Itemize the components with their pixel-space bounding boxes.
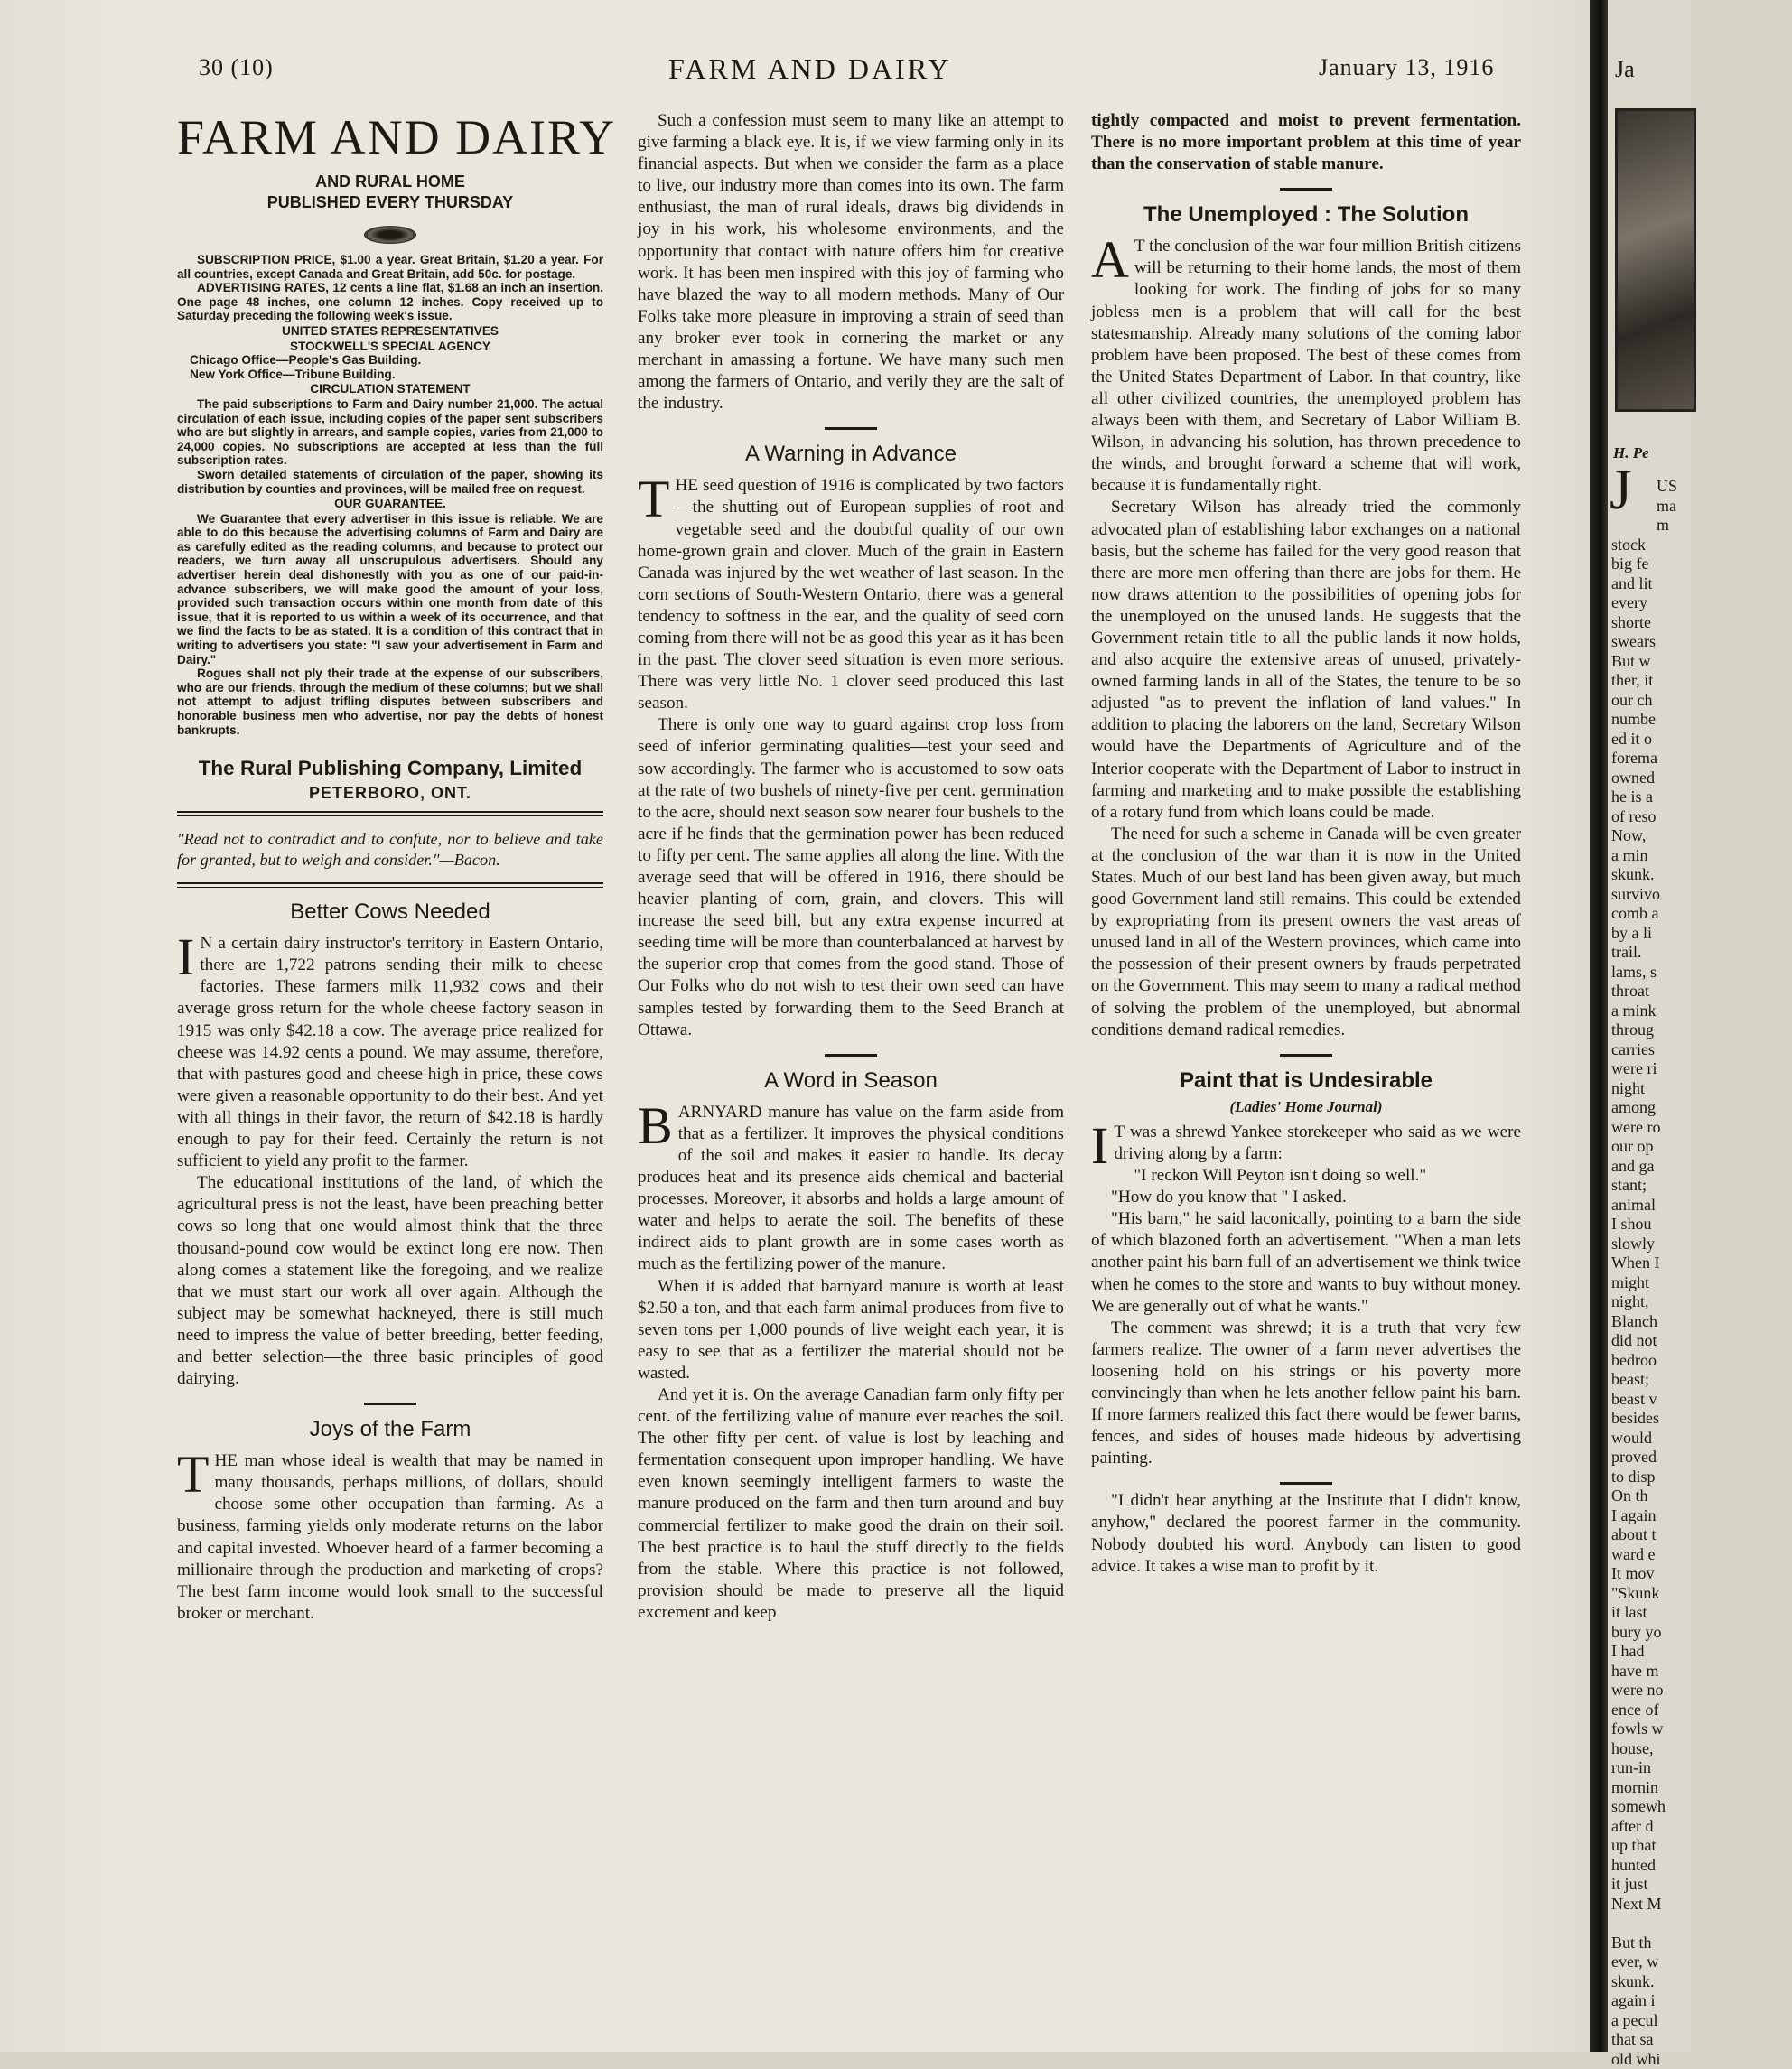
column-1: [177, 110, 603, 1625]
text-fragment: again i: [1611, 1991, 1792, 2011]
motto: "Read not to contradict and to confute, nor to believe and take for granted, but to weigh and consider."—Bacon.: [177, 824, 603, 875]
page-gutter: [1590, 0, 1608, 2052]
adjacent-page-caption: H. Pe: [1613, 444, 1649, 462]
article-title: Better Cows Needed: [177, 899, 603, 926]
article-title: Paint that is Undesirable: [1091, 1067, 1521, 1095]
adjacent-page-text: [1611, 477, 1792, 2069]
drop-cap: T: [638, 479, 669, 520]
divider: [177, 811, 603, 816]
text-fragment: fowls w: [1611, 1720, 1792, 1739]
text-fragment: besides: [1611, 1409, 1792, 1429]
publisher-name: The Rural Publishing Company, Limited: [177, 755, 603, 782]
representatives-heading: UNITED STATES REPRESENTATIVES: [177, 324, 603, 339]
article-source: (Ladies' Home Journal): [1091, 1096, 1521, 1118]
rogues-text: Rogues shall not ply their trade at the expense of our subscribers, who are our friends, through the medium of these columns; but we shall not attempt to adjust trifling disputes between subscribers and honorable business men who advertise, nor pay the debts of honest bankrupts.: [177, 666, 603, 737]
masthead-subtitle: AND RURAL HOME: [177, 172, 603, 192]
divider: [177, 882, 603, 888]
text-fragment: slowly: [1611, 1235, 1792, 1254]
text-fragment: ma: [1611, 497, 1792, 517]
text-fragment: about t: [1611, 1525, 1792, 1545]
drop-cap: T: [177, 1454, 209, 1496]
text-fragment: did not: [1611, 1331, 1792, 1351]
text-fragment: When I: [1611, 1254, 1792, 1273]
article-title: A Warning in Advance: [638, 441, 1064, 468]
text-fragment: it just: [1611, 1875, 1792, 1895]
article-paragraph: THE man whose ideal is wealth that may be named in many thousands, perhaps millions, of dollars, should choose some other occupation than farming. As a business, farming yields only moderate returns on the labor and capital invested. Whoever heard of a farmer becoming a millionaire through the production and marketing of crops? The best farm income would look small to the successful broker or merchant.: [177, 1450, 603, 1625]
text-fragment: have m: [1611, 1662, 1792, 1682]
article-paragraph: tightly compacted and moist to prevent fermentation. There is no more important problem at this time of year than the conservation of stable manure.: [1091, 110, 1521, 175]
text-fragment: were ro: [1611, 1118, 1792, 1138]
text-fragment: night,: [1611, 1292, 1792, 1312]
text-fragment: Next M: [1611, 1895, 1792, 1915]
agency-name: STOCKWELL'S SPECIAL AGENCY: [177, 340, 603, 354]
text-fragment: ever, w: [1611, 1953, 1792, 1972]
text-fragment: beast;: [1611, 1370, 1792, 1390]
text-fragment: stant;: [1611, 1176, 1792, 1196]
text-fragment: every: [1611, 593, 1792, 613]
drop-cap: A: [1091, 239, 1129, 281]
adjacent-page-edge: [1608, 0, 1691, 2052]
text-fragment: "Skunk: [1611, 1584, 1792, 1604]
text-fragment: and lit: [1611, 574, 1792, 594]
sworn-statement: Sworn detailed statements of circulation of the paper, showing its distribution by counties and provinces, will be mailed free on request.: [177, 468, 603, 496]
adjacent-page-header: Ja: [1615, 56, 1635, 83]
article-paragraph: I N a certain dairy instructor's territory in Eastern Ontario, there are 1,722 patrons sending their milk to cheese factories. These farmers milk 11,932 cows and their average gross return for the whole cheese factory season in 1915 was only $42.18 a cow. The average price realized for cheese was 14.92 cents a pound. We may assume, therefore, that with pastures good and cheese high in price, these cows were given a reasonable opportunity to do their best. And yet with all things in their favor, the return of $42.18 is hardly enough to pay for their feed. Certainly the return is not sufficient to yield any profit to the farmer.: [177, 933, 603, 1172]
article-paragraph: BARNYARD manure has value on the farm aside from that as a fertilizer. It improves the physical conditions of the soil and makes it easier to handle. Its decay produces heat and its presence aids chemical and bacterial processes. Moreover, it absorbs and holds a large amount of water and helps to aerate the soil. The benefits of these indirect aids to plant growth are in some cases worth as much as the fertilizing power of the manure.: [638, 1102, 1064, 1276]
article-title: A Word in Season: [638, 1067, 1064, 1095]
article-paragraph: "How do you know that " I asked.: [1091, 1187, 1521, 1208]
text-fragment: carries: [1611, 1040, 1792, 1060]
text-fragment: beast v: [1611, 1390, 1792, 1410]
text-fragment: a mink: [1611, 1002, 1792, 1021]
text-fragment: bury yo: [1611, 1623, 1792, 1643]
text-fragment: and ga: [1611, 1157, 1792, 1177]
text-fragment: run-in: [1611, 1758, 1792, 1778]
circulation-text: The paid subscriptions to Farm and Dairy number 21,000. The actual circulation of each issue, including copies of the paper sent subscribers who are but slightly in arrears, and sample copies, varies from 21,000 to 24,000 copies. No subscriptions are accepted at less than the full subscription rates.: [177, 397, 603, 468]
text-fragment: skunk.: [1611, 865, 1792, 885]
article-paragraph: The comment was shrewd; it is a truth that very few farmers realize. The owner of a farm never advertises the loosening hold on his strings or his poverty more convincingly than when he lets another fellow paint his barn. If more farmers realized this fact there would be fewer barns, fences, and sides of houses made hideous by advertising painting.: [1091, 1318, 1521, 1470]
text-fragment: animal: [1611, 1196, 1792, 1216]
text-fragment: throug: [1611, 1021, 1792, 1040]
circulation-heading: CIRCULATION STATEMENT: [177, 382, 603, 396]
text-fragment: might: [1611, 1273, 1792, 1293]
article-paragraph: "His barn," he said laconically, pointing to a barn the side of which blazoned forth an advertisement. "When a man lets another paint his barn full of an advertisement we think twice when he comes to the store and wants to buy without money. We are generally out of what he wants.": [1091, 1208, 1521, 1317]
article-paragraph: I T was a shrewd Yankee storekeeper who said as we were driving along by a farm:: [1091, 1122, 1521, 1165]
text-fragment: of reso: [1611, 807, 1792, 827]
divider: [825, 427, 877, 430]
divider: [1280, 1054, 1332, 1057]
drop-cap: I: [1091, 1125, 1108, 1167]
column-2: [638, 110, 1064, 1624]
text-fragment: bedroo: [1611, 1351, 1792, 1371]
text-fragment: it last: [1611, 1603, 1792, 1623]
text-fragment: night: [1611, 1079, 1792, 1099]
article-title: The Unemployed : The Solution: [1091, 201, 1521, 228]
publisher-city: PETERBORO, ONT.: [177, 782, 603, 804]
text-fragment: I again: [1611, 1506, 1792, 1526]
text-fragment: ence of: [1611, 1701, 1792, 1720]
text-fragment: our ch: [1611, 691, 1792, 711]
advertising-rates: ADVERTISING RATES, 12 cents a line flat, $1.68 an inch an insertion. One page 48 inches, one column 12 inches. Copy received up to Saturday preceding the following week's issue.: [177, 281, 603, 323]
article-paragraph: "I reckon Will Peyton isn't doing so well.": [1091, 1165, 1521, 1187]
article-paragraph: THE seed question of 1916 is complicated by two factors—the shutting out of European supplies of root and vegetable seed and the doubtful quality of our own home-grown grain and clover. Much of the grain in Eastern Canada was injured by the wet weather of last season. In the corn sections of South-Western Ontario, there was a general tendency to softness in the ear, and the quality of seed corn coming from there will not be as good this year as it has been in the past. The clover seed situation is even more serious. There was very little No. 1 clover seed produced this last season.: [638, 475, 1064, 714]
text-fragment: skunk.: [1611, 1972, 1792, 1992]
article-paragraph: There is only one way to guard against crop loss from seed of inferior germinating qualities—test your seed and sow accordingly. The farmer who is accustomed to sow oats at the rate of two bushels of ninety-five per cent. germination to the acre, should next season sow nearer four bushels to the acre if he finds that the germination power has been reduced to fifty per cent. The same applies all along the line. With the average seed that will be offered in 1916, there should be heavier planting of corn, grain, and clovers. This will increase the seed bill, but any extra expense incurred at seeding time will be more than counterbalanced at harvest by the superior crop that comes from the good stand. Those of Our Folks who do not wish to test their own seed can have samples tested by forwarding them to the Seed Branch at Ottawa.: [638, 714, 1064, 1040]
page-number: 30 (10): [199, 54, 274, 81]
article-paragraph: The need for such a scheme in Canada will be even greater at the conclusion of the war than it is now in the United States. Much of our best land has been given away, but much good Government land still remains. This could be extended by expropriating from its present owners the vast areas of unused land in all of the Western provinces, which came into the possession of their present owners by frauds perpetrated on the Government. This may seem to many a radical method of solving the problem of the unemployed, but abnormal conditions demand radical remedies.: [1091, 824, 1521, 1041]
text-fragment: that sa: [1611, 2030, 1792, 2050]
text-fragment: hunted: [1611, 1856, 1792, 1876]
text-fragment: forema: [1611, 749, 1792, 769]
masthead-info: [177, 253, 603, 737]
article-paragraph: "I didn't hear anything at the Institute that I didn't know, anyhow," declared the poorest farmer in the community. Nobody doubted his word. Anybody can listen to good advice. It takes a wise man to profit by it.: [1091, 1490, 1521, 1577]
text-fragment: US: [1611, 477, 1792, 497]
text-fragment: throat: [1611, 982, 1792, 1002]
text-fragment: swears: [1611, 632, 1792, 652]
divider: [1280, 188, 1332, 191]
divider: [1280, 1482, 1332, 1485]
text-fragment: house,: [1611, 1739, 1792, 1759]
chicago-office: Chicago Office—People's Gas Building.: [177, 353, 603, 368]
article-paragraph: Such a confession must seem to many like an attempt to give farming a black eye. It is, if we view farming only in its financial aspects. But when we consider the farm as a place to live, our industry more than comes into its own. The farm enthusiast, the man of rural ideals, draws big dividends in joy in his work, his wholesome environments, and the opportunity that contact with nature offers him for creative work. It has been men inspired with this joy of farming who have blazed the way to all modern methods. Many of Our Folks take more pleasure in improving a strain of seed than any broker ever took in cornering the market or any merchant in amassing a fortune. We have many such men among the farmers of Ontario, and verily they are the salt of the industry.: [638, 110, 1064, 415]
text-fragment: On th: [1611, 1487, 1792, 1506]
text-fragment: a min: [1611, 846, 1792, 866]
guarantee-heading: OUR GUARANTEE.: [177, 497, 603, 511]
text-fragment: numbe: [1611, 710, 1792, 730]
text-fragment: But th: [1611, 1934, 1792, 1953]
text-fragment: big fe: [1611, 555, 1792, 574]
text-fragment: to disp: [1611, 1468, 1792, 1487]
divider: [364, 1403, 416, 1405]
text-fragment: comb a: [1611, 904, 1792, 924]
text-fragment: survivo: [1611, 885, 1792, 905]
newyork-office: New York Office—Tribune Building.: [177, 368, 603, 382]
text-fragment: he is a: [1611, 788, 1792, 807]
text-fragment: I had: [1611, 1642, 1792, 1662]
adjacent-page-photo: [1615, 108, 1696, 412]
divider: [825, 1054, 877, 1057]
text-fragment: mornin: [1611, 1778, 1792, 1798]
text-fragment: proved: [1611, 1448, 1792, 1468]
text-fragment: Blanch: [1611, 1312, 1792, 1332]
text-fragment: [1611, 1914, 1792, 1934]
text-fragment: somewh: [1611, 1797, 1792, 1817]
guarantee-text: We Guarantee that every advertiser in this issue is reliable. We are able to do this because the advertising columns of Farm and Dairy are as carefully edited as the reading columns, and because to protect our readers, we turn away all unscrupulous advertisers. Should any advertiser herein deal dishonestly with you as one of our paid-in-advance subscribers, we will make good the amount of your loss, provided such transaction occurs within one month from date of this issue, that it is reported to us within a week of its occurrence, and that we find the facts to be as stated. It is a condition of this contract that in writing to advertisers you state: "I saw your advertisement in Farm and Dairy.": [177, 512, 603, 667]
text-fragment: trail.: [1611, 943, 1792, 963]
ornament-icon: [364, 226, 416, 244]
article-paragraph: When it is added that barnyard manure is worth at least $2.50 a ton, and that each farm animal produces from five to seven tons per 1,000 pounds of live weight each year, it is easy to see that as a fertilizer the material should not be wasted.: [638, 1276, 1064, 1384]
text-fragment: Now,: [1611, 826, 1792, 846]
text-fragment: among: [1611, 1098, 1792, 1118]
running-title: FARM AND DAIRY: [668, 52, 951, 86]
text-fragment: old whi: [1611, 2050, 1792, 2069]
text-fragment: a pecul: [1611, 2011, 1792, 2031]
article-paragraph: Secretary Wilson has already tried the commonly advocated plan of establishing labor exchanges on a national basis, but the scheme has failed for the very good reason that there are more men offering than there are jobs for them. He now draws attention to the possibilities of opening jobs for the unemployed on the unused lands. He suggests that the Government retain title to all the public lands it now holds, and also acquire the extensive areas of unused, privately-owned farming lands in all of the States, the tenure to be so adjusted "as to prevent the inflation of land values." In addition to placing the laborers on the land, Secretary Wilson would have the Departments of Agriculture and of the Interior cooperate with the Department of Labor to instruct in farming and marketing and to make possible the establishing of a rotary fund from which loans could be made.: [1091, 497, 1521, 823]
text-fragment: ed it o: [1611, 730, 1792, 750]
issue-date: January 13, 1916: [1319, 54, 1494, 81]
subscription-price: SUBSCRIPTION PRICE, $1.00 a year. Great Britain, $1.20 a year. For all countries, except Canada and Great Britain, add 50c. for postage.: [177, 253, 603, 281]
article-title: Joys of the Farm: [177, 1416, 603, 1443]
drop-cap: J: [1610, 461, 1632, 518]
text-fragment: m: [1611, 516, 1792, 536]
masthead-title: FARM AND DAIRY: [177, 110, 603, 164]
text-fragment: I shou: [1611, 1215, 1792, 1235]
text-fragment: ther, it: [1611, 671, 1792, 691]
text-fragment: shorte: [1611, 613, 1792, 633]
text-fragment: our op: [1611, 1137, 1792, 1157]
text-fragment: would: [1611, 1429, 1792, 1449]
text-fragment: were no: [1611, 1681, 1792, 1701]
text-fragment: stock: [1611, 536, 1792, 555]
drop-cap: I: [177, 937, 194, 978]
text-fragment: up that: [1611, 1836, 1792, 1856]
drop-cap: B: [638, 1105, 673, 1147]
text-fragment: after d: [1611, 1817, 1792, 1837]
column-3: [1091, 110, 1521, 1578]
article-paragraph: And yet it is. On the average Canadian farm only fifty per cent. of the fertilizing value of manure ever reaches the soil. The other fifty per cent. of value is lost by leaching and fermentation consequent upon improper handling. We have even known seemingly intelligent farmers to waste the manure produced on the farm and then turn around and buy commercial fertilizer to make good the drain on their soil. The best practice is to haul the stuff directly to the fields from the stable. Where this practice is not followed, provision should be made to preserve all the liquid excrement and keep: [638, 1384, 1064, 1624]
text-fragment: were ri: [1611, 1059, 1792, 1079]
article-paragraph: A T the conclusion of the war four million British citizens will be returning to their home lands, the most of them looking for work. The finding of jobs for so many jobless men is a problem that will call for the best statesmanship. Already many solutions of the coming labor problem have been proposed. The best of these comes from the United States Department of Labor. In that country, like all other civilized countries, the unemployed problem has always been with them, and Secretary of Labor William B. Wilson, in advancing his solution, has thrown precedence to the winds, and brought forward a scheme that will work, because it is fundamentally right.: [1091, 236, 1521, 497]
text-fragment: But w: [1611, 652, 1792, 672]
text-fragment: ward e: [1611, 1545, 1792, 1565]
text-fragment: lams, s: [1611, 963, 1792, 983]
masthead-publishing-note: PUBLISHED EVERY THURSDAY: [177, 192, 603, 213]
text-fragment: owned: [1611, 769, 1792, 788]
text-fragment: It mov: [1611, 1564, 1792, 1584]
article-paragraph: The educational institutions of the land, of which the agricultural press is not the least, have been preaching better cows so long that one would almost think that the three thousand-pound cow would be extinct long ere now. Then along comes a statement like the foregoing, and we realize that we must start our work all over again. Although the subject may be somewhat hackneyed, there is still much need to impress the value of better breeding, better feeding, and better selection—the three basic principles of good dairying.: [177, 1172, 603, 1390]
text-fragment: by a li: [1611, 924, 1792, 944]
